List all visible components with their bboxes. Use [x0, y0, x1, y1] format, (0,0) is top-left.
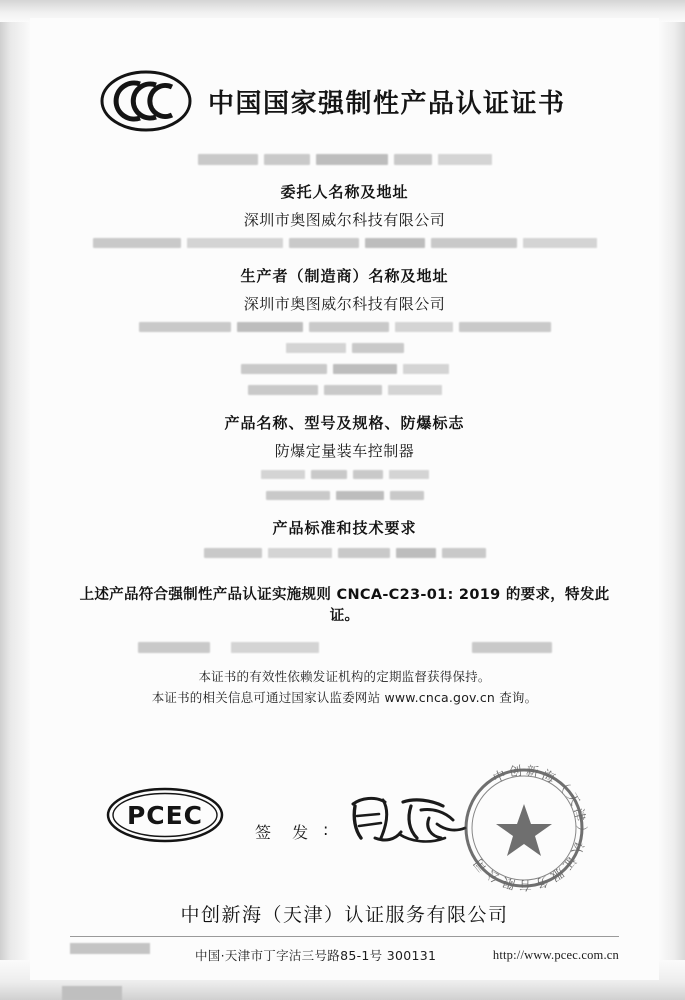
field-value-applicant: 深圳市奥图威尔科技有限公司 — [243, 211, 446, 229]
certificate-body — [70, 146, 619, 709]
certificate-header — [100, 70, 620, 132]
issue-date-redacted — [70, 639, 619, 655]
manufacturer-extra-redacted-1 — [70, 340, 619, 356]
product-spec-redacted-2 — [70, 487, 619, 503]
footer-address: 中国·天津市丁字沽三号路85-1号 300131 — [195, 948, 437, 963]
svg-text:中创新海（天津）认证服务有限公司: 中创新海（天津）认证服务有限公司 — [468, 762, 590, 894]
standards-redacted — [70, 545, 619, 561]
signature-label: 签 发 — [255, 823, 317, 842]
certificate-number-redacted — [70, 151, 619, 167]
applicant-address-redacted — [70, 235, 619, 251]
product-spec-redacted-1 — [70, 466, 619, 482]
field-value-product: 防爆定量装车控制器 — [274, 442, 415, 460]
issuing-organization: 中创新海（天津）认证服务有限公司 — [180, 904, 509, 926]
field-label-standards: 产品标准和技术要求 — [272, 519, 417, 537]
footer-url[interactable]: http://www.pcec.com.cn — [492, 947, 619, 962]
field-label-product: 产品名称、型号及规格、防爆标志 — [224, 414, 465, 432]
page-title: 中国国家强制性产品认证证书 — [208, 88, 566, 119]
official-seal — [454, 758, 594, 898]
manufacturer-address-redacted — [70, 319, 619, 335]
field-label-manufacturer: 生产者（制造商）名称及地址 — [240, 267, 449, 285]
page-bottom-redacted — [62, 986, 122, 1000]
field-value-manufacturer: 深圳市奥图威尔科技有限公司 — [243, 295, 446, 313]
signature-area — [70, 758, 619, 894]
certificate-sheet — [30, 18, 659, 980]
ccc-mark-icon — [100, 70, 192, 132]
inquiry-note: 本证书的相关信息可通过国家认监委网站 www.cnca.gov.cn 查询。 — [151, 690, 538, 705]
svg-text:PCEC: PCEC — [126, 801, 204, 830]
footer-divider — [70, 936, 619, 937]
validity-note: 本证书的有效性依赖发证机构的定期监督获得保持。 — [198, 669, 491, 684]
manufacturer-extra-redacted-2 — [70, 361, 619, 377]
field-label-applicant: 委托人名称及地址 — [280, 183, 409, 201]
compliance-statement: 上述产品符合强制性产品认证实施规则 CNCA-C23-01: 2019 的要求，特发此证。 — [79, 587, 610, 624]
pcec-logo-icon — [105, 786, 225, 844]
manufacturer-extra-redacted-3 — [70, 382, 619, 398]
scan-edge-left — [0, 0, 30, 1000]
scan-edge-right — [659, 0, 685, 1000]
footer-row — [70, 946, 619, 964]
signature-colon: : — [323, 820, 329, 839]
